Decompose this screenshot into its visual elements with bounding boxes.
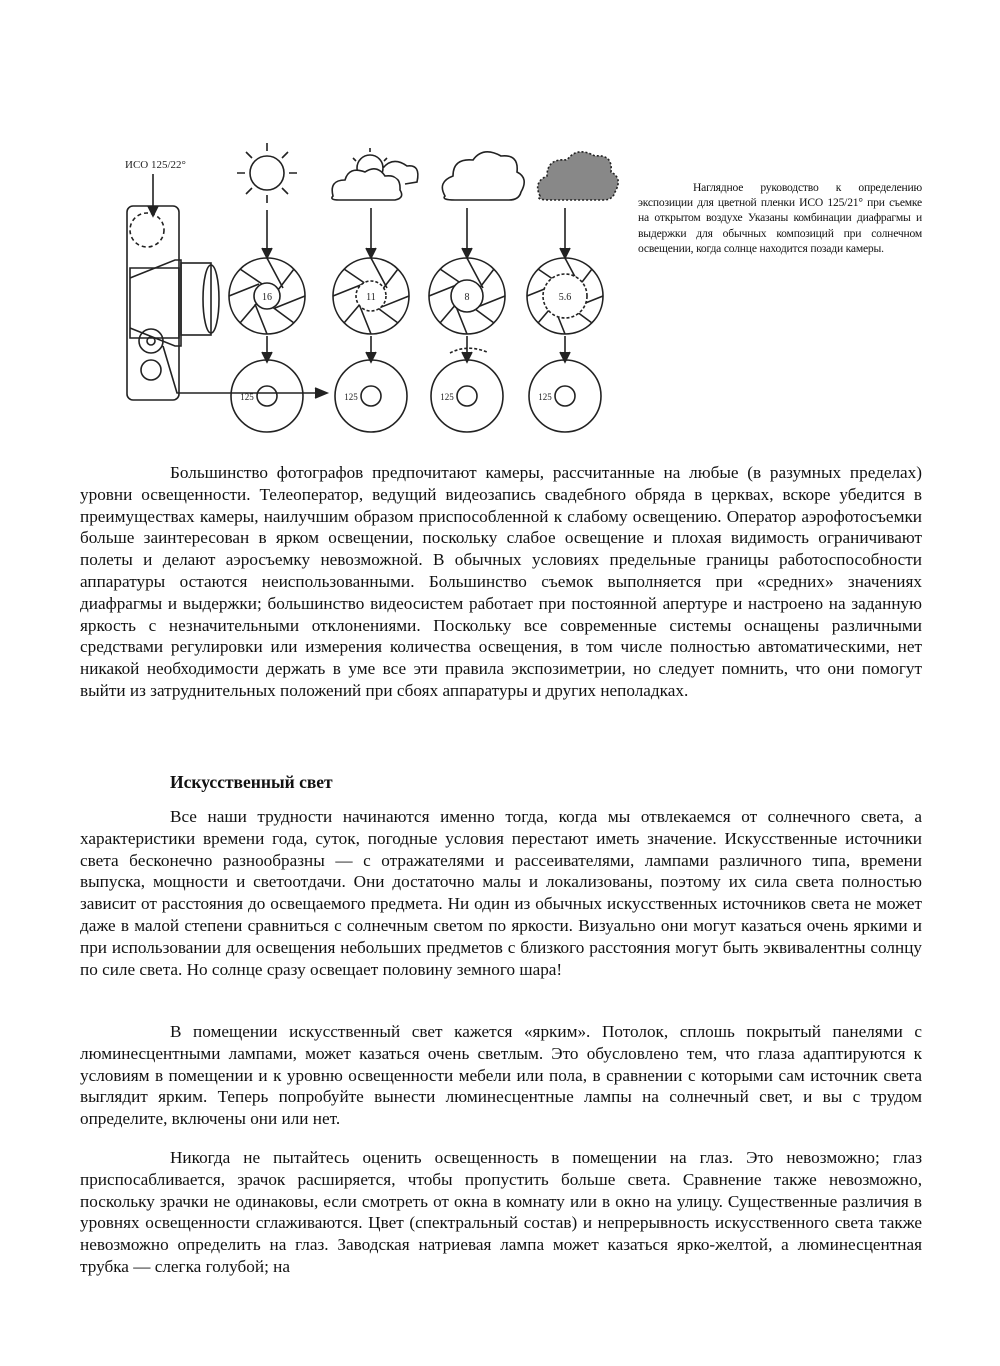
camera-icon xyxy=(127,206,327,400)
aperture-value: 8 xyxy=(464,292,470,303)
aperture-dial-16 xyxy=(229,258,305,334)
paragraph-text: Никогда не пытайтесь оценить освещенность в помещении на глаз. Это невозможно; глаз приспосабливается, зрачок расширяется, чтобы пропустить больше света. Сравнение также невозможно, поскольку зрачки не одинаковы, если смотреть от окна в комнату или в окно на улицу. Существенные различия в уровнях освещенности сглаживаются. Цвет (спектральный состав) и непрерывность искусственного света также невозможно определить на глаз. Заводская натриевая лампа может казаться ярко-желтой, а люминесцентная трубка — слегка голубой; на xyxy=(80,1148,922,1276)
paragraph-text: Большинство фотографов предпочитают камеры, рассчитанные на любые (в разумных пределах) уровни освещенности. Телеоператор, ведущий видеозапись свадебного обряда в церквах, вскоре убедится в преимуществах камеры, наилучшим образом приспособленной к слабому освещению. Оператор аэрофотосъемки больше заинтересован в ярком освещении, поскольку слабое освещение и плохая видимость ограничивают полеты и делают аэросъемку невозможной. В обычных условиях предельные границы работоспособности аппаратуры остаются неиспользованными. Большинство съемок выполняется при «средних» значениях диафрагмы и выдержки; большинство видеосистем работает при постоянной апертуре и настроено на заданную яркость с незначительными отклонениями. Поскольку все современные системы оснащены различными средствами регулировки или измерения количества освещения, в том числе полностью автоматическими, нет никакой необходимости держать в уме все эти правила экспозиметрии, но следует помнить, что они помогут выйти из затруднительных положений при сбоях аппаратуры и других неполадках. xyxy=(80,463,922,700)
shutter-dial xyxy=(335,360,407,432)
cloudy-icon xyxy=(442,152,524,200)
shutter-value: 125 xyxy=(440,392,454,402)
sun-behind-clouds-icon xyxy=(332,148,418,200)
exposure-guide-figure xyxy=(115,138,625,438)
section-heading: Искусственный свет xyxy=(170,772,333,792)
iso-label: ИСО 125/22° xyxy=(125,159,186,171)
shutter-dial xyxy=(431,360,503,432)
aperture-dial-5-6 xyxy=(527,258,603,334)
shutter-value: 125 xyxy=(538,392,552,402)
aperture-value: 11 xyxy=(366,292,376,303)
shutter-value: 125 xyxy=(240,392,254,402)
body-paragraph-4 xyxy=(80,1147,922,1278)
body-paragraph-2 xyxy=(80,806,922,980)
paragraph-text: В помещении искусственный свет кажется «ярким». Потолок, сплошь покрытый панелями с люминесцентными лампами, может казаться очень светлым. Это обусловлено тем, что глаза адаптируются к условиям в помещении и к уровню освещенности мебели или пола, в сравнении с которыми сам источник света выглядит ярким. Теперь попробуйте вынести люминесцентные лампы на солнечный свет, и вы с трудом определите, включены они или нет. xyxy=(80,1022,922,1129)
sun-icon xyxy=(237,143,297,203)
aperture-value: 5.6 xyxy=(558,292,572,303)
body-paragraph-3 xyxy=(80,1021,922,1130)
aperture-value: 16 xyxy=(262,292,272,303)
shutter-dial xyxy=(231,360,303,432)
paragraph-text: Все наши трудности начинаются именно тогда, когда мы отвлекаемся от солнечного света, а характеристики времени года, суток, погодные условия перестают иметь значение. Искусственные источники света бесконечно разнообразны — с отражателями и рассеивателями, лампами различного типа, времени выпуска, мощности и светоотдачи. Они достаточно малы и локализованы, поэтому их сила света полностью зависит от расстояния до освещаемого предмета. Ни один из обычных искусственных источников света не может даже в малой степени сравниться с солнечным светом по яркости. Визуально они могут казаться очень яркими и при использовании для освещения небольших предметов с близкого расстояния могут быть эквивалентны солнцу по силе света. Но солнце сразу освещает половину земного шара! xyxy=(80,807,922,979)
aperture-dial-8 xyxy=(429,258,505,334)
shutter-value: 125 xyxy=(344,392,358,402)
aperture-dial-11 xyxy=(333,258,409,334)
shutter-dial xyxy=(529,360,601,432)
overcast-icon xyxy=(538,152,619,200)
figure-caption: Наглядное руководство к определению экспозиции для цветной пленки ИСО 125/21° при съемке на открытом воздухе Указаны комбинации диафрагмы и выдержки для обычных композиций при солнечном освещении, когда солнце находится позади камеры. xyxy=(638,180,922,256)
body-paragraph-1 xyxy=(80,462,922,702)
